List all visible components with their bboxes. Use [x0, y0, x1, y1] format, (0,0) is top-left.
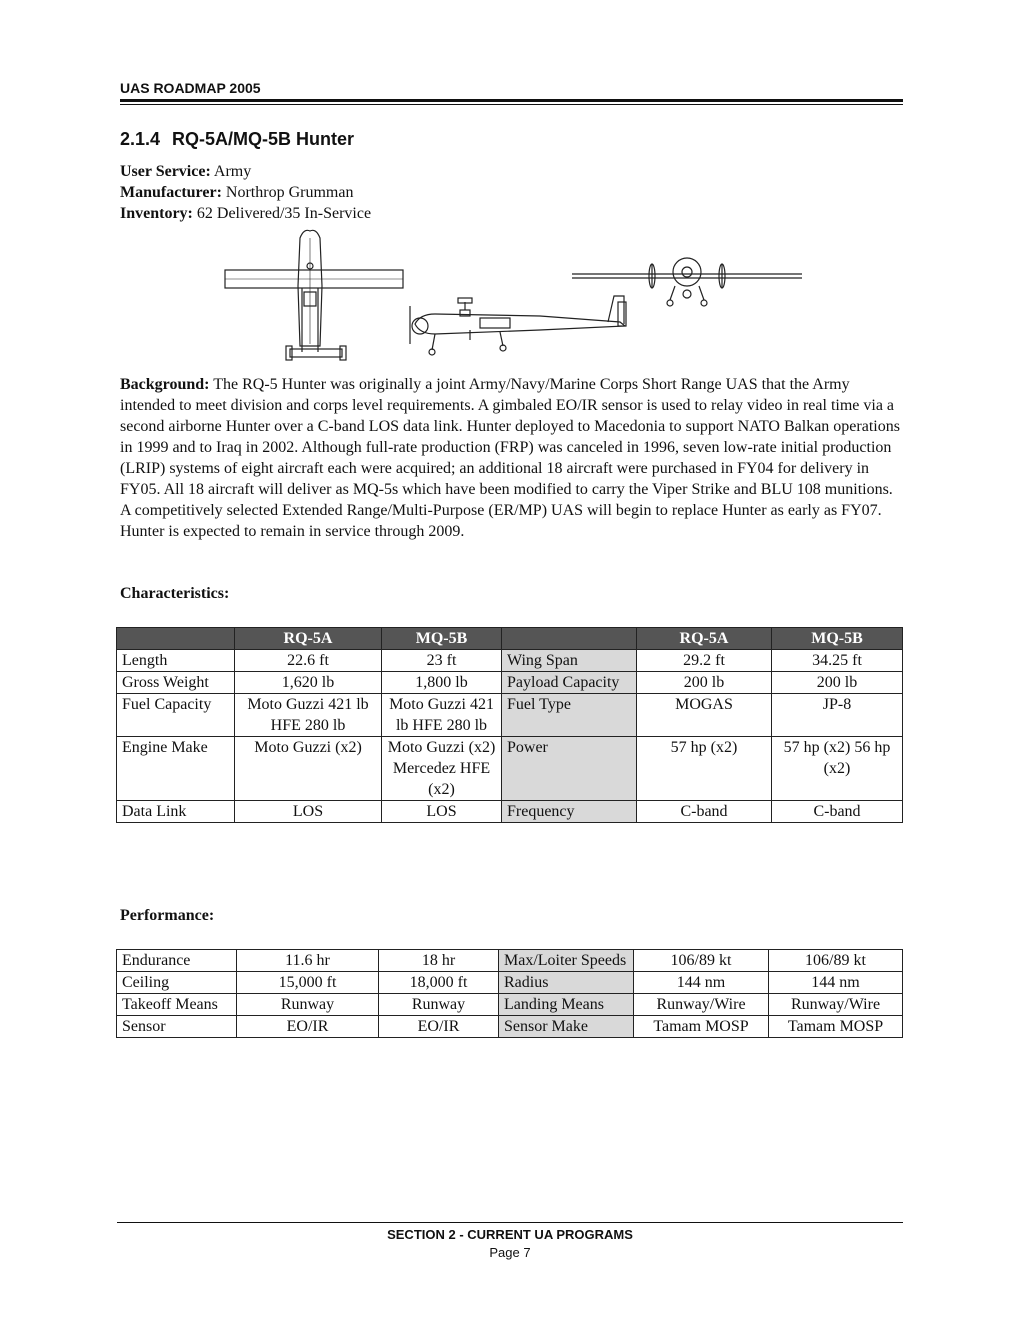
header-blank: [117, 628, 235, 650]
mq5b-value-2: Tamam MOSP: [769, 1016, 903, 1038]
mq5b-value: Moto Guzzi 421 lb HFE 280 lb: [382, 694, 502, 737]
mq5b-value: 18,000 ft: [379, 972, 499, 994]
section-name: RQ-5A/MQ-5B Hunter: [172, 129, 355, 149]
row-label: Endurance: [117, 950, 237, 972]
manufacturer-value: Northrop Grumman: [225, 184, 354, 201]
inventory-value: 62 Delivered/35 In-Service: [196, 205, 372, 222]
table-row: [117, 694, 903, 737]
inventory: [120, 203, 371, 224]
row-label: Engine Make: [117, 737, 235, 801]
background-paragraph: [120, 374, 903, 542]
mq5b-value-2: 106/89 kt: [769, 950, 903, 972]
row-label-2: Sensor Make: [499, 1016, 634, 1038]
user-service: [120, 161, 251, 182]
rq5a-value: 1,620 lb: [235, 672, 382, 694]
row-label: Sensor: [117, 1016, 237, 1038]
row-label-2: Power: [502, 737, 637, 801]
header-blank-2: [502, 628, 637, 650]
side-view-drawing: [410, 296, 626, 355]
table-row: [117, 650, 903, 672]
mq5b-value: 1,800 lb: [382, 672, 502, 694]
rq5a-value-2: 57 hp (x2): [637, 737, 772, 801]
front-view-drawing: [572, 258, 802, 306]
characteristics-heading: Characteristics:: [120, 585, 230, 602]
table-header-row: [117, 628, 903, 650]
mq5b-value-2: 57 hp (x2) 56 hp (x2): [772, 737, 903, 801]
rq5a-value-2: 106/89 kt: [634, 950, 769, 972]
row-label: Data Link: [117, 801, 235, 823]
mq5b-value: Moto Guzzi (x2) Mercedez HFE (x2): [382, 737, 502, 801]
background-label: Background:: [120, 376, 210, 393]
header-mq5b: MQ-5B: [382, 628, 502, 650]
characteristics-table: [116, 627, 903, 823]
row-label-2: Wing Span: [502, 650, 637, 672]
rq5a-value: Moto Guzzi (x2): [235, 737, 382, 801]
rq5a-value-2: 200 lb: [637, 672, 772, 694]
rq5a-value: EO/IR: [237, 1016, 379, 1038]
table-row: [117, 737, 903, 801]
mq5b-value: 23 ft: [382, 650, 502, 672]
mq5b-value-2: 200 lb: [772, 672, 903, 694]
row-label-2: Payload Capacity: [502, 672, 637, 694]
footer-page-number: Page 7: [489, 1245, 531, 1260]
manufacturer: [120, 182, 353, 203]
rq5a-value-2: Tamam MOSP: [634, 1016, 769, 1038]
user-service-value: Army: [213, 163, 252, 180]
table-row: [117, 950, 903, 972]
rq5a-value-2: Runway/Wire: [634, 994, 769, 1016]
row-label: Takeoff Means: [117, 994, 237, 1016]
section-title: [120, 129, 354, 150]
hunter-aircraft-drawing: [220, 226, 810, 366]
header-rq5a-2: RQ-5A: [637, 628, 772, 650]
header-rule: [120, 99, 903, 102]
mq5b-value-2: JP-8: [772, 694, 903, 737]
performance-heading: Performance:: [120, 907, 215, 924]
row-label: Fuel Capacity: [117, 694, 235, 737]
table-row: [117, 1016, 903, 1038]
row-label: Ceiling: [117, 972, 237, 994]
row-label-2: Fuel Type: [502, 694, 637, 737]
mq5b-value: Runway: [379, 994, 499, 1016]
rq5a-value-2: MOGAS: [637, 694, 772, 737]
section-number: 2.1.4: [120, 129, 161, 149]
mq5b-value-2: 144 nm: [769, 972, 903, 994]
rq5a-value: 15,000 ft: [237, 972, 379, 994]
page-header: UAS ROADMAP 2005: [120, 80, 261, 96]
row-label: Length: [117, 650, 235, 672]
performance-table: [116, 949, 903, 1038]
mq5b-value: LOS: [382, 801, 502, 823]
table-row: [117, 672, 903, 694]
mq5b-value-2: Runway/Wire: [769, 994, 903, 1016]
header-rq5a: RQ-5A: [235, 628, 382, 650]
row-label-2: Landing Means: [499, 994, 634, 1016]
rq5a-value-2: 144 nm: [634, 972, 769, 994]
inventory-label: Inventory:: [120, 205, 193, 222]
mq5b-value-2: C-band: [772, 801, 903, 823]
row-label-2: Frequency: [502, 801, 637, 823]
row-label: Gross Weight: [117, 672, 235, 694]
rq5a-value: 22.6 ft: [235, 650, 382, 672]
row-label-2: Radius: [499, 972, 634, 994]
footer-rule: [117, 1222, 903, 1223]
top-view-drawing: [225, 230, 403, 360]
user-service-label: User Service:: [120, 163, 211, 180]
header-rule-thin: [120, 104, 903, 105]
mq5b-value-2: 34.25 ft: [772, 650, 903, 672]
mq5b-value: EO/IR: [379, 1016, 499, 1038]
header-mq5b-2: MQ-5B: [772, 628, 903, 650]
table-row: [117, 801, 903, 823]
rq5a-value: Moto Guzzi 421 lb HFE 280 lb: [235, 694, 382, 737]
rq5a-value: Runway: [237, 994, 379, 1016]
row-label-2: Max/Loiter Speeds: [499, 950, 634, 972]
rq5a-value: 11.6 hr: [237, 950, 379, 972]
footer-section-title: SECTION 2 - CURRENT UA PROGRAMS: [387, 1227, 633, 1242]
background-text: The RQ-5 Hunter was originally a joint Army/Navy/Marine Corps Short Range UAS that the Army intended to meet division and corps level requirements. A gimbaled EO/IR sensor is used to relay video in real time via a second airborne Hunter over a C-band LOS data link. Hunter deployed to Macedonia to support NATO Balkan operations in 1999 and to Iraq in 2002. Although full-rate production (FRP) was canceled in 1996, seven low-rate initial production (LRIP) systems of eight aircraft each were acquired; an additional 18 aircraft were purchased in FY04 for delivery in FY05. All 18 aircraft will deliver as MQ-5s which have been modified to carry the Viper Strike and BLU 108 munitions. A competitively selected Extended Range/Multi-Purpose (ER/MP) UAS will begin to replace Hunter as early as FY07. Hunter is expected to remain in service through 2009.: [120, 376, 900, 540]
rq5a-value-2: 29.2 ft: [637, 650, 772, 672]
rq5a-value-2: C-band: [637, 801, 772, 823]
table-row: [117, 972, 903, 994]
mq5b-value: 18 hr: [379, 950, 499, 972]
manufacturer-label: Manufacturer:: [120, 184, 222, 201]
table-row: [117, 994, 903, 1016]
rq5a-value: LOS: [235, 801, 382, 823]
